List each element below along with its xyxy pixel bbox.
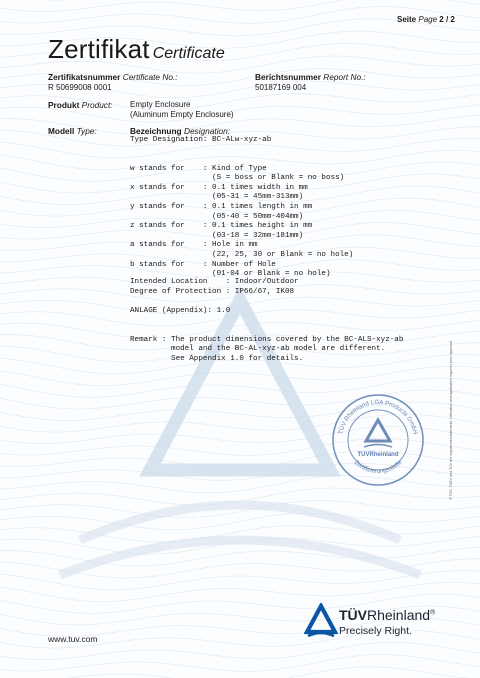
title-english: Certificate xyxy=(152,45,225,62)
remark-line: model and the BC-AL-xyz-ab model are different. xyxy=(130,345,386,354)
spec-line: y stands for : 0.1 times length in mm xyxy=(130,202,313,211)
spec-line: b stands for : Number of Hole xyxy=(130,260,276,269)
svg-text:Zertifizierungsstelle xyxy=(353,459,404,475)
appendix-reference: ANLAGE (Appendix): 1.0 xyxy=(130,307,231,315)
spec-line: a stands for : Hole in mm xyxy=(130,241,258,250)
page-number: Seite Page 2 / 2 xyxy=(397,15,455,24)
remark-block xyxy=(130,326,403,364)
product-name: Empty Enclosure xyxy=(130,100,191,109)
spec-line: (01-04 or Blank = no hole) xyxy=(130,270,331,279)
spec-line: (S = boss or Blank = no boss) xyxy=(130,174,345,183)
spec-line: w stands for : Kind of Type xyxy=(130,164,267,173)
designation-label: Bezeichnung Designation: xyxy=(130,126,231,136)
certification-seal-stamp xyxy=(330,392,426,488)
certificate-number-label: Zertifikatsnummer Certificate No.: xyxy=(48,72,178,82)
report-number-label: Berichtsnummer Report No.: xyxy=(255,72,366,82)
brand-name: TÜVRheinland® xyxy=(339,607,436,623)
certificate-number-value: R 50699008 0001 xyxy=(48,83,112,92)
spec-line: z stands for : 0.1 times height in mm xyxy=(130,222,313,231)
spec-line: (05-40 = 50mm-404mm) xyxy=(130,212,304,221)
spec-line: (03-18 = 32mm-181mm) xyxy=(130,231,304,240)
title-german: Zertifikat xyxy=(48,34,150,64)
degree-of-protection: Degree of Protection : IP66/67, IK08 xyxy=(130,288,295,296)
spec-list xyxy=(130,155,353,280)
tuv-rheinland-logo-icon xyxy=(304,603,338,637)
product-description: (Aluminum Empty Enclosure) xyxy=(130,110,234,119)
seal-bottom-text: Zertifizierungsstelle xyxy=(352,458,404,475)
seal-center-text: TÜVRheinland xyxy=(357,452,399,458)
report-number-value: 50187169 004 xyxy=(255,83,307,92)
seal-top-text: TÜV Rheinland LGA Products GmbH xyxy=(337,398,419,435)
product-label: Produkt Product: xyxy=(48,100,113,110)
document-title xyxy=(48,34,225,65)
intended-location: Intended Location : Indoor/Outdoor xyxy=(130,278,299,286)
spec-line: (22, 25, 30 or Blank = no hole) xyxy=(130,250,354,259)
footer-website-url: www.tuv.com xyxy=(48,634,98,644)
model-label: Modell Type: xyxy=(48,126,97,136)
brand-slogan: Precisely Right. xyxy=(339,625,412,637)
spec-line: x stands for : 0.1 times width in mm xyxy=(130,183,308,192)
trademark-side-note: ® TÜV, TUEV and TUV are registered trademarks. Utilisation and application requires prior approval. xyxy=(449,340,453,500)
type-designation: Type Designation: BC-ALw-xyz-ab xyxy=(130,136,272,144)
remark-line: See Appendix 1.0 for details. xyxy=(130,354,304,363)
spec-line: (05-31 = 45mm-313mm) xyxy=(130,193,304,202)
remark-line: Remark : The product dimensions covered by the BC-ALS-xyz-ab xyxy=(130,335,404,344)
